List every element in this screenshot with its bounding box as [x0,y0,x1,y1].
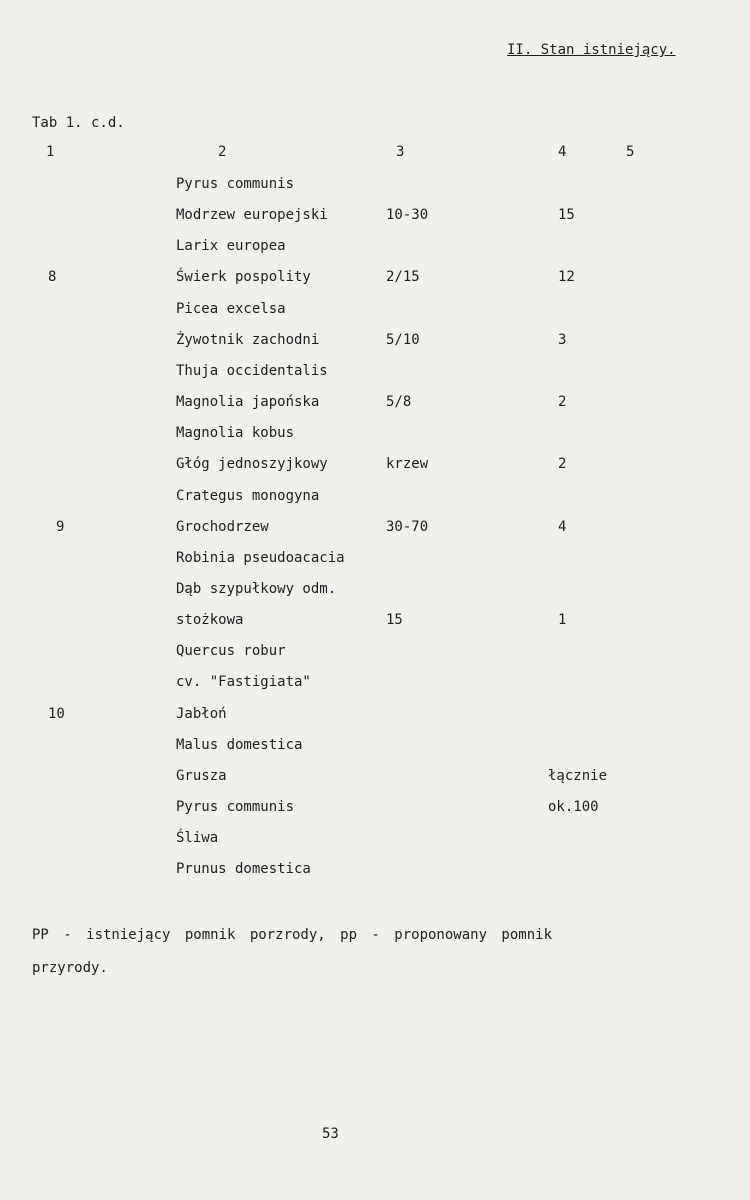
table-row [0,674,750,690]
species-name: Pyrus communis [176,176,295,192]
species-name: Jabłoń [176,706,227,722]
page-number: 53 [322,1126,339,1142]
table-row [0,332,750,348]
table-row [0,488,750,504]
table-row [0,456,750,472]
count-value: łącznie [548,768,608,784]
size-value: 5/8 [386,394,412,410]
column-header-5: 5 [626,144,635,160]
species-name: Świerk pospolity [176,269,311,285]
species-name: Crategus monogyna [176,488,320,504]
species-name: Picea excelsa [176,301,286,317]
row-number: 9 [56,519,65,535]
species-name: Dąb szypułkowy odm. [176,581,337,597]
table-row [0,207,750,223]
size-value: 5/10 [386,332,420,348]
species-name: Thuja occidentalis [176,363,328,379]
species-name: Grusza [176,768,227,784]
column-header-1: 1 [46,144,55,160]
species-name: Robinia pseudoacacia [176,550,345,566]
table-row [0,643,750,659]
row-number: 10 [48,706,65,722]
table-row [0,394,750,410]
species-name: cv. "Fastigiata" [176,674,311,690]
species-name: Żywotnik zachodni [176,332,320,348]
species-name: Pyrus communis [176,799,295,815]
size-value: krzew [386,456,429,472]
column-header-3: 3 [396,144,405,160]
species-name: Modrzew europejski [176,207,328,223]
table-row [0,861,750,877]
count-value: 15 [558,207,575,223]
column-header-2: 2 [218,144,227,160]
table-caption: Tab 1. c.d. [32,115,125,131]
table-row [0,706,750,722]
table-row [0,768,750,784]
table-row [0,363,750,379]
size-value: 10-30 [386,207,429,223]
count-value: 4 [558,519,567,535]
count-value: ok.100 [548,799,599,815]
species-name: Śliwa [176,830,219,846]
species-name: Malus domestica [176,737,303,753]
count-value: 12 [558,269,575,285]
count-value: 2 [558,456,567,472]
table-row [0,425,750,441]
footnote-legend: PP - istniejący pomnik porzrody, pp - proponowany pomnik [32,927,553,943]
table-row [0,737,750,753]
size-value: 15 [386,612,403,628]
table-row [0,830,750,846]
species-name: Prunus domestica [176,861,311,877]
count-value: 3 [558,332,567,348]
column-header-4: 4 [558,144,567,160]
table-row [0,581,750,597]
count-value: 1 [558,612,567,628]
section-header: II. Stan istniejący. [507,42,676,58]
species-name: Magnolia kobus [176,425,295,441]
species-name: Quercus robur [176,643,286,659]
species-name: stożkowa [176,612,244,628]
table-row [0,799,750,815]
footnote-legend-continued: przyrody. [32,960,108,976]
species-name: Grochodrzew [176,519,269,535]
species-name: Larix europea [176,238,286,254]
table-row [0,550,750,566]
species-name: Magnolia japońska [176,394,320,410]
size-value: 2/15 [386,269,420,285]
table-row [0,269,750,285]
table-row [0,519,750,535]
table-row [0,238,750,254]
table-row [0,612,750,628]
count-value: 2 [558,394,567,410]
species-name: Głóg jednoszyjkowy [176,456,328,472]
size-value: 30-70 [386,519,429,535]
table-row [0,301,750,317]
table-row [0,176,750,192]
row-number: 8 [48,269,57,285]
